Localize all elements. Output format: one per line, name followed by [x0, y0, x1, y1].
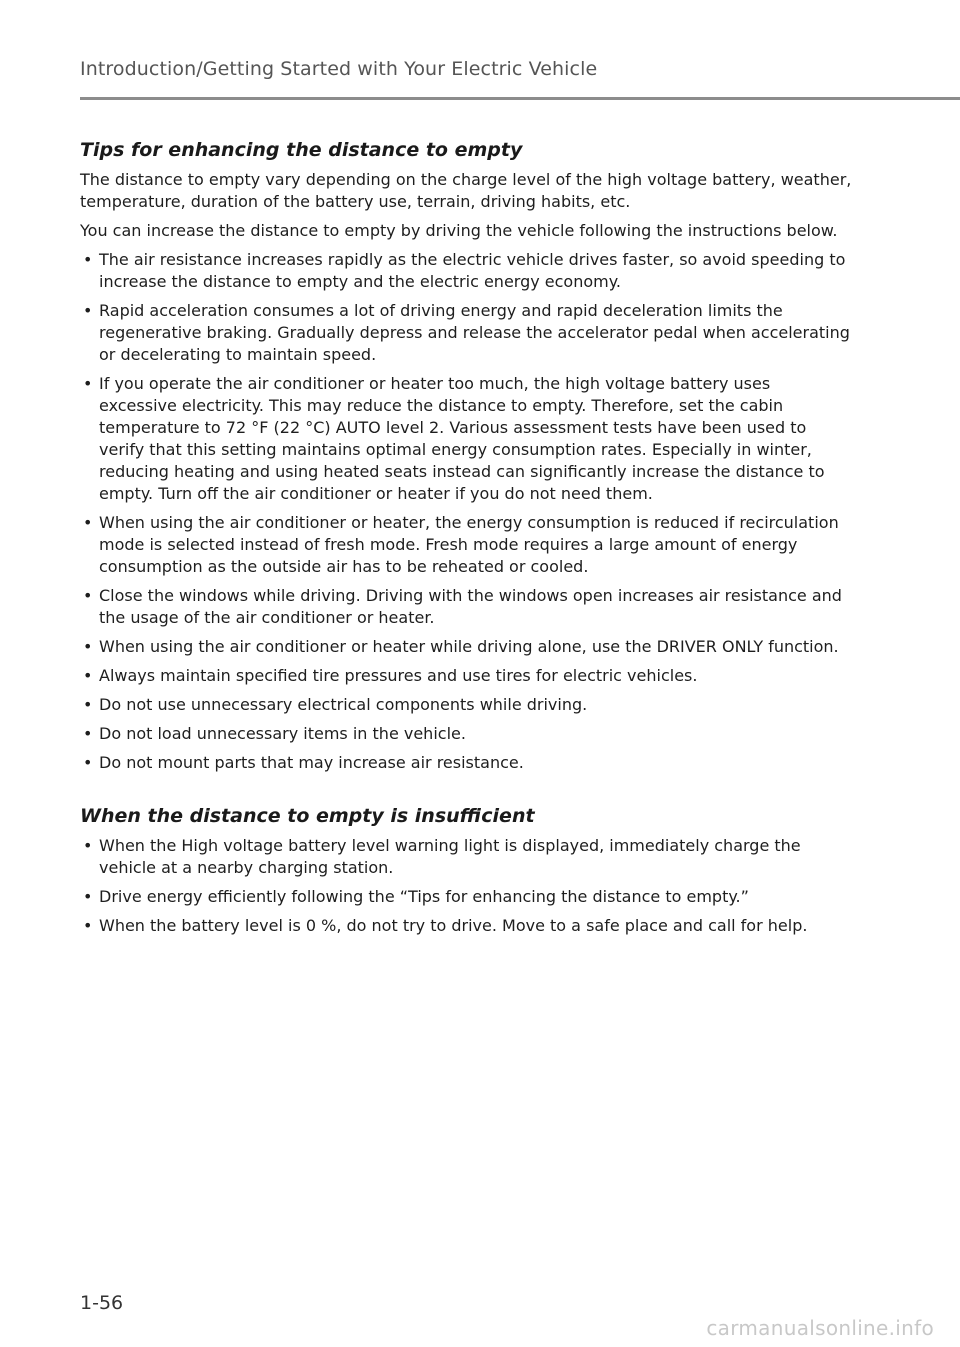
- list-item-text: Do not mount parts that may increase air resistance.: [99, 753, 524, 772]
- list-item: [80, 886, 852, 908]
- list-item: [80, 373, 852, 505]
- header-divider: [80, 97, 960, 100]
- list-item: [80, 752, 852, 774]
- page-content: [80, 138, 852, 944]
- list-item: [80, 723, 852, 745]
- list-item-text: Rapid acceleration consumes a lot of driving energy and rapid deceleration limits the regenerative braking. Gradually depress and release the accelerator pedal when accelerating or decelerating to maintain speed.: [99, 301, 850, 364]
- list-item-text: When the battery level is 0 %, do not try to drive. Move to a safe place and call for help.: [99, 916, 808, 935]
- list-item: [80, 249, 852, 293]
- bullet-marker: •: [83, 836, 93, 855]
- list-item: [80, 694, 852, 716]
- bullet-marker: •: [83, 916, 93, 935]
- bullet-marker: •: [83, 637, 93, 656]
- list-item-text: When using the air conditioner or heater, the energy consumption is reduced if recirculation mode is selected instead of fresh mode. Fresh mode requires a large amount of energy consumption as the outside air has to be reheated or cooled.: [99, 513, 839, 576]
- section-heading-insufficient: When the distance to empty is insufficient: [80, 805, 535, 827]
- bullet-marker: •: [83, 887, 93, 906]
- bullet-marker: •: [83, 695, 93, 714]
- bullet-marker: •: [83, 586, 93, 605]
- bullet-marker: •: [83, 250, 93, 269]
- intro-paragraph: You can increase the distance to empty by driving the vehicle following the instructions below.: [80, 221, 838, 240]
- list-item-text: If you operate the air conditioner or heater too much, the high voltage battery uses excessive electricity. This may reduce the distance to empty. Therefore, set the cabin temperature to 72 °F (22 °C) AUTO level 2. Various assessment tests have been used to verify that this setting maintains optimal energy consumption rates. Especially in winter, reducing heating and using heated seats instead can significantly increase the distance to empty. Turn off the air conditioner or heater if you do not need them.: [99, 374, 825, 503]
- list-item: [80, 665, 852, 687]
- tips-list: [80, 249, 852, 774]
- bullet-marker: •: [83, 513, 93, 532]
- list-item: [80, 512, 852, 578]
- insufficient-list: [80, 835, 852, 937]
- list-item-text: The air resistance increases rapidly as the electric vehicle drives faster, so avoid speeding to increase the distance to empty and the electric energy economy.: [99, 250, 846, 291]
- list-item: [80, 300, 852, 366]
- watermark: carmanualsonline.info: [706, 1316, 934, 1340]
- list-item: [80, 835, 852, 879]
- list-item-text: When using the air conditioner or heater while driving alone, use the DRIVER ONLY function.: [99, 637, 839, 656]
- list-item: [80, 585, 852, 629]
- bullet-marker: •: [83, 724, 93, 743]
- list-item-text: When the High voltage battery level warning light is displayed, immediately charge the vehicle at a nearby charging station.: [99, 836, 801, 877]
- bullet-marker: •: [83, 374, 93, 393]
- page-header-title: Introduction/Getting Started with Your Electric Vehicle: [80, 58, 598, 80]
- list-item: [80, 636, 852, 658]
- bullet-marker: •: [83, 666, 93, 685]
- bullet-marker: •: [83, 753, 93, 772]
- bullet-marker: •: [83, 301, 93, 320]
- list-item-text: Close the windows while driving. Driving with the windows open increases air resistance and the usage of the air conditioner or heater.: [99, 586, 842, 627]
- intro-paragraph: The distance to empty vary depending on the charge level of the high voltage battery, weather, temperature, duration of the battery use, terrain, driving habits, etc.: [80, 170, 852, 211]
- list-item-text: Do not load unnecessary items in the vehicle.: [99, 724, 466, 743]
- list-item-text: Drive energy efficiently following the “Tips for enhancing the distance to empty.”: [99, 887, 749, 906]
- list-item: [80, 915, 852, 937]
- page-number: 1-56: [80, 1292, 124, 1314]
- list-item-text: Always maintain specified tire pressures and use tires for electric vehicles.: [99, 666, 698, 685]
- list-item-text: Do not use unnecessary electrical components while driving.: [99, 695, 588, 714]
- section-heading-tips: Tips for enhancing the distance to empty: [80, 139, 523, 161]
